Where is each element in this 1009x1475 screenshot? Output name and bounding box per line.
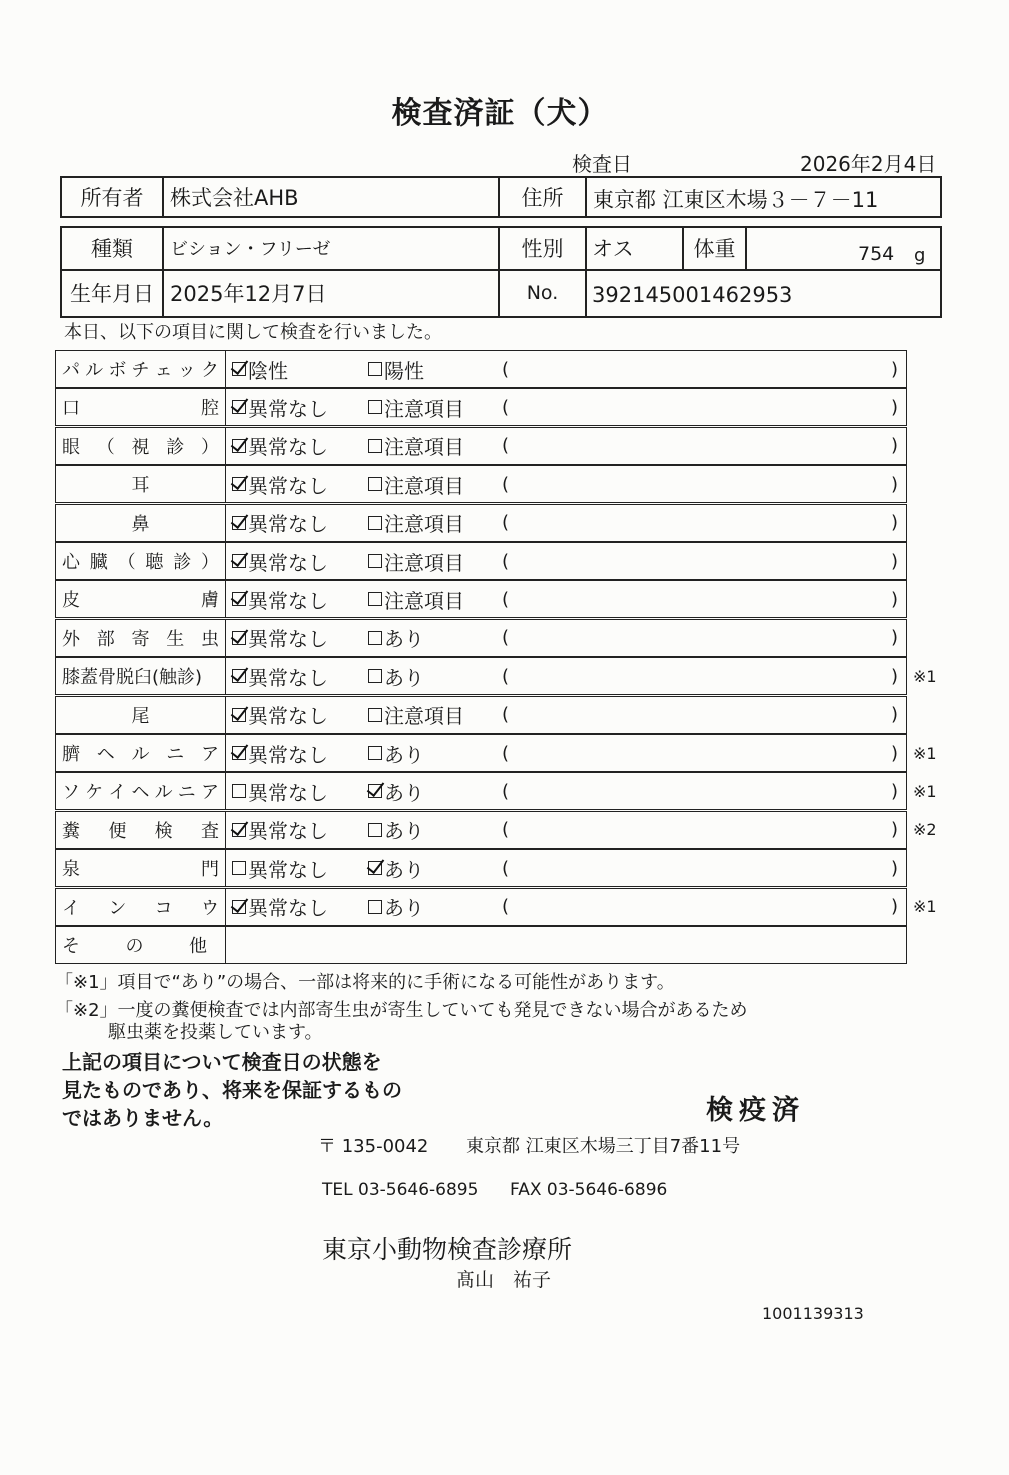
remarks-open-paren: ( [502, 473, 510, 495]
remarks-open-paren: ( [502, 819, 510, 841]
option-label: 異常なし [248, 704, 328, 729]
breed-value: ビション・フリーゼ [170, 238, 331, 260]
remarks-close-paren: ) [890, 396, 898, 418]
remarks-open-paren: ( [502, 396, 510, 418]
inspection-row [55, 888, 937, 926]
dob-label: 生年月日 [70, 282, 154, 306]
option-label: 異常なし [248, 857, 328, 882]
inspection-item-label: 糞 便 検 査 [56, 812, 226, 848]
remarks-open-paren: ( [502, 588, 510, 610]
checkbox-icon[interactable] [368, 746, 382, 760]
inspection-row [55, 619, 907, 657]
clinic-postal: 〒 135-0042 [318, 1136, 429, 1157]
checked-checkbox-icon[interactable] [232, 592, 246, 606]
option-normal [232, 466, 328, 502]
option-abnormal [368, 389, 464, 425]
clinic-person: 髙山 祐子 [456, 1269, 552, 1291]
footnote-1: 「※1」項目で“あり”の場合、一部は将来的に手術になる可能性があります。 [55, 972, 675, 993]
option-label: 異常なし [248, 550, 328, 575]
option-normal [232, 773, 328, 809]
owner-value: 株式会社AHB [170, 186, 299, 210]
option-label: 注意項目 [384, 473, 464, 498]
option-abnormal [368, 543, 464, 579]
option-label: 異常なし [248, 780, 328, 805]
clinic-fax: FAX 03-5646-6896 [510, 1180, 668, 1200]
inspection-row [55, 350, 907, 388]
remarks-close-paren: ) [890, 665, 898, 687]
checked-checkbox-icon[interactable] [368, 861, 382, 875]
remarks-open-paren: ( [502, 780, 510, 802]
disclaimer-line-2: 見たものであり、将来を保証するもの [62, 1078, 402, 1102]
disclaimer-line-1: 上記の項目について検査日の状態を [62, 1050, 382, 1074]
remarks-open-paren: ( [502, 512, 510, 534]
option-label: あり [384, 627, 424, 652]
option-abnormal [368, 773, 424, 809]
address-value: 東京都 江東区木場３－７－11 [593, 188, 879, 212]
option-label: あり [384, 819, 424, 844]
remarks-close-paren: ) [890, 819, 898, 841]
checkbox-icon[interactable] [368, 477, 382, 491]
option-abnormal [368, 581, 464, 617]
option-label: 異常なし [248, 627, 328, 652]
inspection-row [55, 542, 907, 580]
inspection-item-label: 泉 門 [56, 850, 226, 886]
document-title: 検査済証（犬） [391, 96, 609, 131]
option-label: 注意項目 [384, 550, 464, 575]
inspection-item-label: 口 腔 [56, 389, 226, 425]
option-label: 異常なし [248, 665, 328, 690]
footnote-marker: ※2 [913, 820, 937, 840]
checkbox-icon[interactable] [368, 400, 382, 414]
no-value: 392145001462953 [592, 283, 793, 307]
remarks-close-paren: ) [890, 627, 898, 649]
option-label: 異常なし [248, 473, 328, 498]
option-abnormal [368, 428, 464, 464]
remarks-close-paren: ) [890, 512, 898, 534]
option-normal [232, 697, 328, 733]
disclaimer-line-3: ではありません。 [62, 1106, 224, 1130]
option-normal [232, 850, 328, 886]
option-label: 陰性 [248, 358, 288, 383]
remarks-open-paren: ( [502, 857, 510, 879]
option-abnormal [368, 889, 424, 925]
remarks-close-paren: ) [890, 896, 898, 918]
checked-checkbox-icon[interactable] [232, 823, 246, 837]
remarks-close-paren: ) [890, 857, 898, 879]
inspection-date-label: 検査日 [572, 152, 632, 176]
option-label: 異常なし [248, 742, 328, 767]
document-number: 1001139313 [762, 1304, 864, 1323]
other-label: そ の 他 [56, 927, 226, 963]
option-normal [232, 389, 328, 425]
checked-checkbox-icon[interactable] [232, 439, 246, 453]
checkbox-icon[interactable] [368, 362, 382, 376]
option-normal [232, 543, 328, 579]
other-row [55, 926, 907, 964]
inspection-item-label: 外 部 寄 生 虫 [56, 620, 226, 656]
option-normal [232, 428, 328, 464]
checked-checkbox-icon[interactable] [232, 746, 246, 760]
checked-checkbox-icon[interactable] [232, 554, 246, 568]
inspection-row [55, 465, 907, 503]
remarks-close-paren: ) [890, 780, 898, 802]
inspection-item-label: パ ル ボ チ ェ ッ ク [56, 351, 226, 387]
checkbox-icon[interactable] [368, 900, 382, 914]
checkbox-icon[interactable] [232, 784, 246, 798]
remarks-close-paren: ) [890, 704, 898, 726]
option-abnormal [368, 697, 464, 733]
option-normal [232, 620, 328, 656]
inspection-item-label: 鼻 [56, 505, 226, 541]
option-abnormal [368, 620, 424, 656]
checked-checkbox-icon[interactable] [232, 362, 246, 376]
option-label: 異常なし [248, 819, 328, 844]
checkbox-icon[interactable] [368, 516, 382, 530]
inspection-row [55, 504, 907, 542]
remarks-open-paren: ( [502, 550, 510, 572]
option-label: 異常なし [248, 896, 328, 921]
checkbox-icon[interactable] [232, 861, 246, 875]
option-label: 注意項目 [384, 512, 464, 537]
option-normal [232, 351, 288, 387]
footnote-marker: ※1 [913, 897, 937, 917]
remarks-open-paren: ( [502, 896, 510, 918]
checkbox-icon[interactable] [368, 708, 382, 722]
inspection-row [55, 734, 937, 772]
remarks-open-paren: ( [502, 435, 510, 457]
sex-value: オス [592, 236, 634, 261]
inspection-item-label: 心 臓 （ 聴 診 ） [56, 543, 226, 579]
clinic-address: 東京都 江東区木場三丁目7番11号 [466, 1136, 741, 1157]
inspection-item-label: イ ン コ ウ [56, 889, 226, 925]
option-label: あり [384, 665, 424, 690]
option-abnormal [368, 735, 424, 771]
inspection-row [55, 427, 907, 465]
inspection-row [55, 580, 907, 618]
option-label: あり [384, 780, 424, 805]
option-abnormal [368, 505, 464, 541]
option-label: 異常なし [248, 512, 328, 537]
remarks-close-paren: ) [890, 435, 898, 457]
option-abnormal [368, 466, 464, 502]
clinic-name: 東京小動物検査診療所 [322, 1235, 573, 1264]
checked-checkbox-icon[interactable] [232, 400, 246, 414]
option-label: 異常なし [248, 588, 328, 613]
checked-checkbox-icon[interactable] [232, 708, 246, 722]
remarks-close-paren: ) [890, 550, 898, 572]
footnote-marker: ※1 [913, 666, 937, 686]
option-normal [232, 505, 328, 541]
option-abnormal [368, 850, 424, 886]
option-normal [232, 581, 328, 617]
option-abnormal [368, 351, 424, 387]
option-label: 異常なし [248, 396, 328, 421]
checked-checkbox-icon[interactable] [232, 516, 246, 530]
inspection-row [55, 657, 937, 695]
weight-unit: g [914, 245, 926, 266]
option-normal [232, 735, 328, 771]
remarks-close-paren: ) [890, 473, 898, 495]
option-normal [232, 812, 328, 848]
breed-label: 種類 [91, 236, 133, 261]
checked-checkbox-icon[interactable] [232, 669, 246, 683]
inspection-item-label: ソ ケ イ ヘ ル ニ ア [56, 773, 226, 809]
remarks-open-paren: ( [502, 627, 510, 649]
dob-value: 2025年12月7日 [170, 282, 327, 306]
option-label: あり [384, 742, 424, 767]
checked-checkbox-icon[interactable] [368, 784, 382, 798]
inspection-item-label: 尾 [56, 697, 226, 733]
inspection-row [55, 696, 907, 734]
inspection-row [55, 811, 937, 849]
remarks-open-paren: ( [502, 704, 510, 726]
remarks-open-paren: ( [502, 742, 510, 764]
option-label: 陽性 [384, 358, 424, 383]
option-normal [232, 889, 328, 925]
option-label: 異常なし [248, 435, 328, 460]
footnote-2-line1: 「※2」一度の糞便検査では内部寄生虫が寄生していても発見できない場合があるため [55, 1000, 748, 1021]
no-label: No. [526, 282, 559, 304]
remarks-open-paren: ( [502, 665, 510, 687]
owner-label: 所有者 [80, 186, 144, 210]
footnote-2-line2: 駆虫薬を投薬しています。 [108, 1022, 323, 1043]
footnote-marker: ※1 [913, 743, 937, 763]
inspection-item-label: 膝蓋骨脱臼(触診) [56, 658, 226, 694]
option-label: 注意項目 [384, 704, 464, 729]
remarks-close-paren: ) [890, 742, 898, 764]
option-abnormal [368, 658, 424, 694]
quarantine-stamp: 検疫済 [706, 1095, 805, 1126]
checked-checkbox-icon[interactable] [232, 477, 246, 491]
address-label: 住所 [521, 186, 564, 210]
sex-label: 性別 [521, 236, 564, 261]
checkbox-icon[interactable] [368, 554, 382, 568]
option-label: あり [384, 857, 424, 882]
option-normal [232, 658, 328, 694]
remarks-open-paren: ( [502, 358, 510, 380]
weight-label: 体重 [693, 236, 736, 261]
inspection-item-label: 耳 [56, 466, 226, 502]
inspection-item-label: 皮 膚 [56, 581, 226, 617]
footnote-marker: ※1 [913, 781, 937, 801]
checkbox-icon[interactable] [368, 439, 382, 453]
clinic-tel: TEL 03-5646-6895 [322, 1180, 479, 1200]
option-label: あり [384, 896, 424, 921]
checkbox-icon[interactable] [368, 823, 382, 837]
inspection-row [55, 772, 937, 810]
checkbox-icon[interactable] [368, 631, 382, 645]
inspection-item-label: 臍 ヘ ル ニ ア [56, 735, 226, 771]
inspection-row [55, 849, 907, 887]
inspection-date-value: 2026年2月4日 [800, 152, 937, 176]
option-label: 注意項目 [384, 588, 464, 613]
inspection-row [55, 388, 907, 426]
checked-checkbox-icon[interactable] [232, 631, 246, 645]
checkbox-icon[interactable] [368, 592, 382, 606]
remarks-close-paren: ) [890, 358, 898, 380]
inspection-item-label: 眼 （ 視 診 ） [56, 428, 226, 464]
weight-value: 754 [858, 242, 895, 265]
option-abnormal [368, 812, 424, 848]
option-label: 注意項目 [384, 396, 464, 421]
intro-text: 本日、以下の項目に関して検査を行いました。 [64, 322, 442, 343]
remarks-close-paren: ) [890, 588, 898, 610]
option-label: 注意項目 [384, 435, 464, 460]
checkbox-icon[interactable] [368, 669, 382, 683]
checked-checkbox-icon[interactable] [232, 900, 246, 914]
